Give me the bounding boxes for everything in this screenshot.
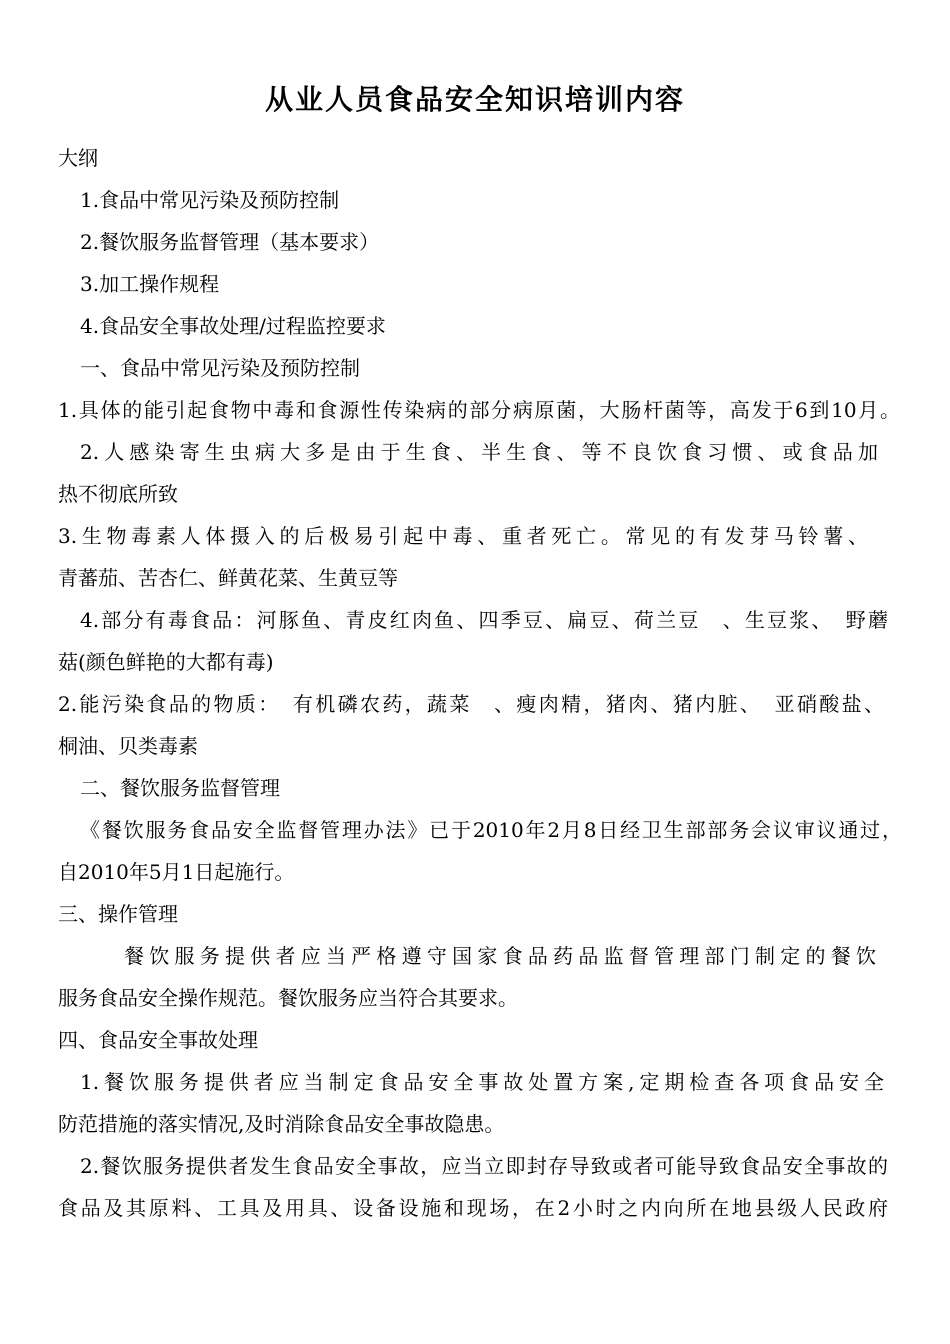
outline-item: 4.食品安全事故处理/过程监控要求 [80,314,386,338]
outline-item: 1.食品中常见污染及预防控制 [80,188,340,212]
paragraph-line: 《餐饮服务食品安全监督管理办法》已于2010年2月8日经卫生部部务会议审议通过， [80,818,902,842]
paragraph-line: 服务食品安全操作规范。餐饮服务应当符合其要求。 [58,986,518,1010]
section-heading: 二、餐饮服务监督管理 [80,776,280,800]
outline-label: 大纲 [58,146,98,170]
paragraph-line: 1.具体的能引起食物中毒和食源性传染病的部分病原菌，大肠杆菌等，高发于6到10月。 [58,398,900,422]
paragraph-line: 食品及其原料、工具及用具、设备设施和现场，在2小时之内向所在地县级人民政府 [58,1196,888,1220]
paragraph-line: 餐饮服务提供者应当严格遵守国家食品药品监督管理部门制定的餐饮 [124,944,876,968]
paragraph-line: 2.人感染寄生虫病大多是由于生食、半生食、等不良饮食习惯、或食品加 [80,440,878,464]
paragraph-line: 自2010年5月1日起施行。 [58,860,295,884]
outline-item: 3.加工操作规程 [80,272,220,296]
paragraph-line: 4.部分有毒食品：河豚鱼、青皮红肉鱼、四季豆、扁豆、荷兰豆 、生豆浆、 野蘑 [80,608,888,632]
paragraph-line: 2.餐饮服务提供者发生食品安全事故，应当立即封存导致或者可能导致食品安全事故的 [80,1154,888,1178]
section-heading: 四、食品安全事故处理 [58,1028,258,1052]
outline-item: 2.餐饮服务监督管理（基本要求） [80,230,380,254]
paragraph-line: 热不彻底所致 [58,482,178,506]
paragraph-line: 防范措施的落实情况,及时消除食品安全事故隐患。 [58,1112,505,1136]
paragraph-line: 菇(颜色鲜艳的大都有毒) [58,650,274,674]
section-heading: 三、操作管理 [58,902,178,926]
paragraph-line: 1.餐饮服务提供者应当制定食品安全事故处置方案,定期检查各项食品安全 [80,1070,884,1094]
paragraph-line: 青蕃茄、苦杏仁、鲜黄花菜、生黄豆等 [58,566,398,590]
paragraph-line: 3.生物毒素人体摄入的后极易引起中毒、重者死亡。常见的有发芽马铃薯、 [58,524,868,548]
paragraph-line: 2.能污染食品的物质： 有机磷农药，蔬菜 、瘦肉精，猪肉、猪内脏、 亚硝酸盐、 [58,692,884,716]
section-heading: 一、食品中常见污染及预防控制 [80,356,360,380]
paragraph-line: 桐油、贝类毒素 [58,734,198,758]
page-title: 从业人员食品安全知识培训内容 [264,83,685,116]
